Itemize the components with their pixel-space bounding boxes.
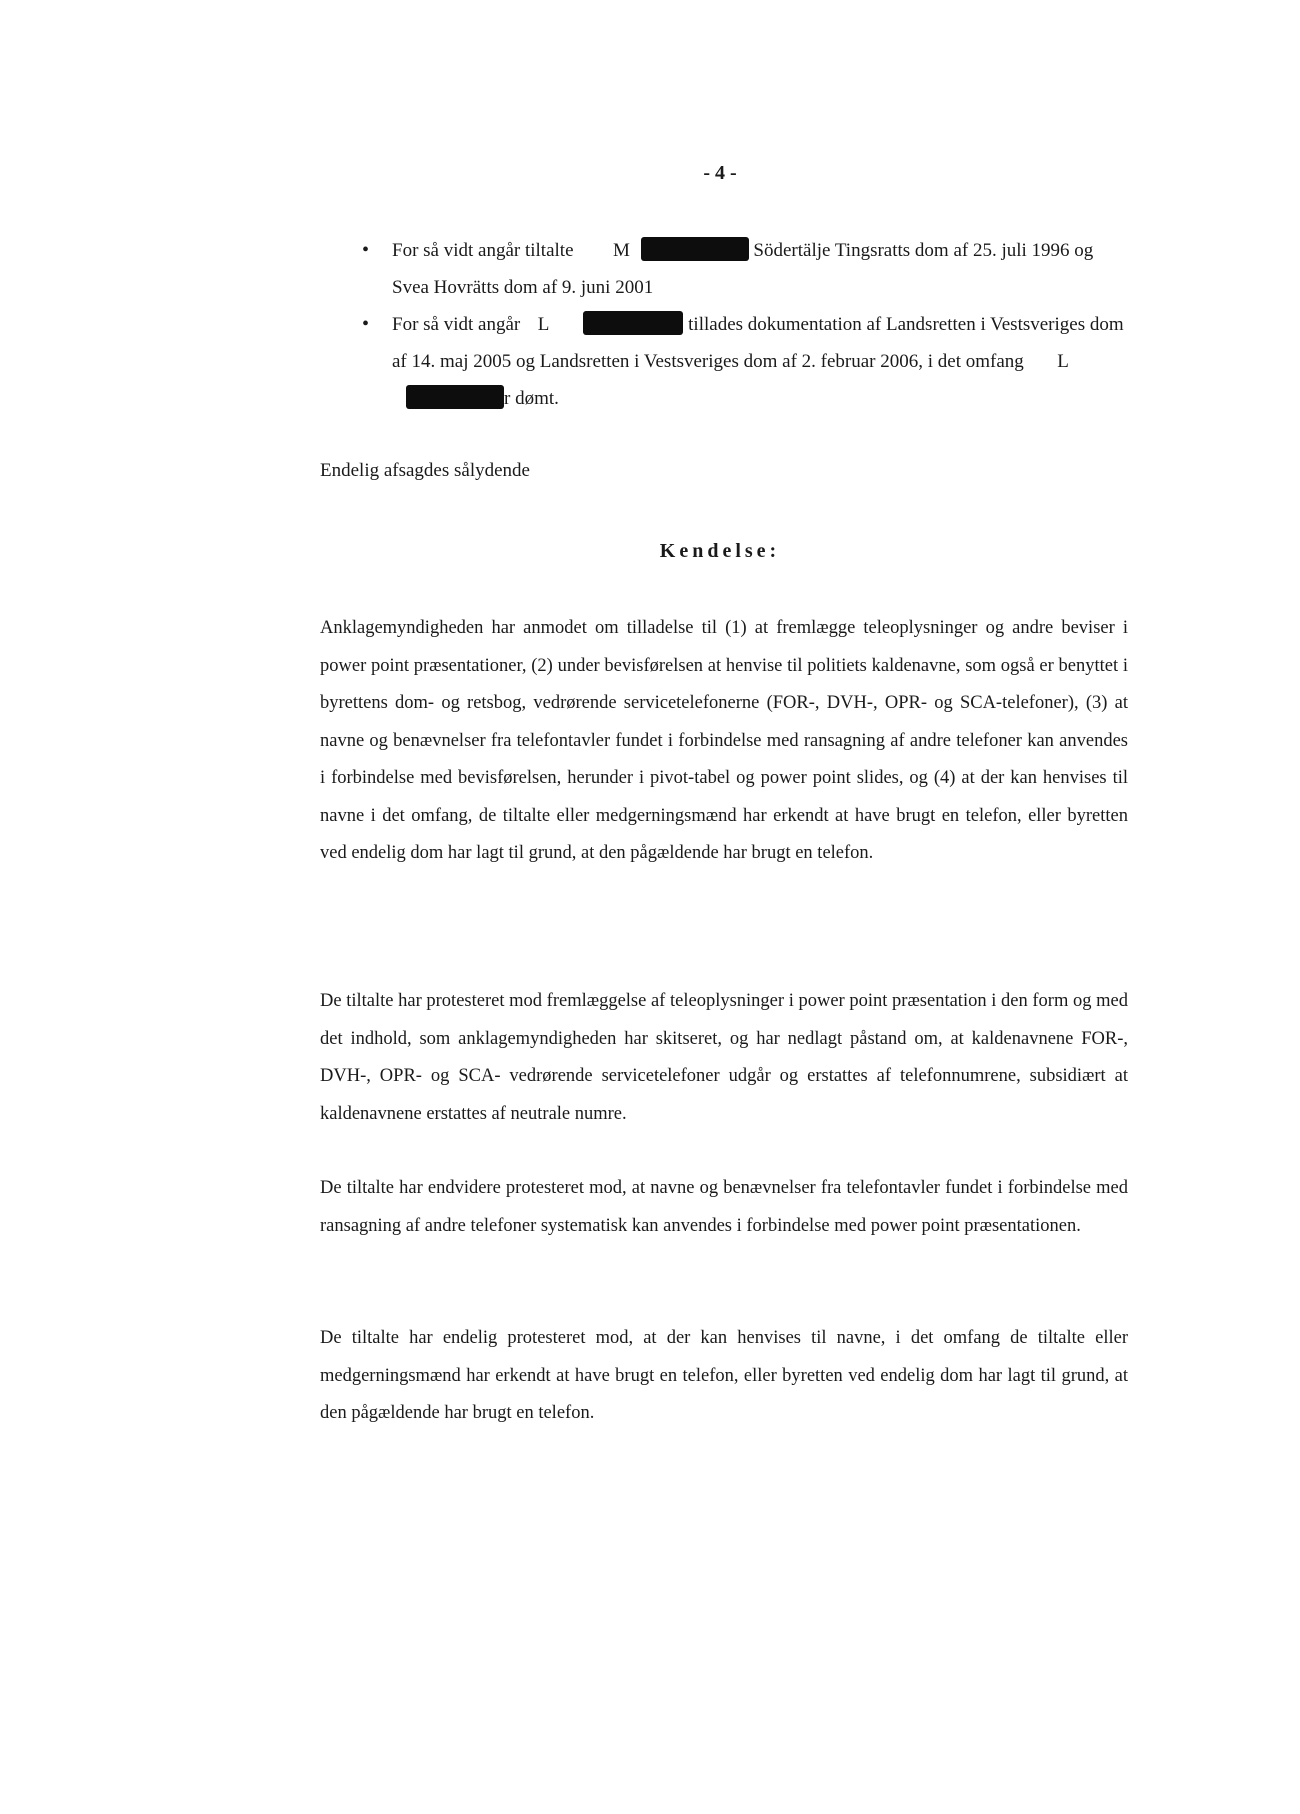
- bullet-text: r dømt.: [504, 388, 559, 409]
- page-number: - 4 -: [703, 162, 737, 184]
- bullet-item: [362, 306, 1132, 417]
- intro-line: Endelig afsagdes sålydende: [320, 460, 530, 481]
- bullet-list: [362, 232, 1132, 417]
- bullet-item: [362, 232, 1132, 306]
- redaction-bar: [641, 237, 749, 261]
- bullet-text: tillades dokumentation af Landsretten i Vestsveriges dom af 14. maj 2005 og Landsretten i Vestsveriges dom af 2. februar 2006, i det omfang: [392, 314, 1124, 372]
- bullet-text: Södertälje Tingsratts dom af 25. juli 1996 og Svea Hovrätts dom af 9. juni 2001: [392, 240, 1094, 298]
- paragraph: De tiltalte har endvidere protesteret mod, at navne og benævnelser fra telefontavler fundet i forbindelse med ransagning af andre telefoner systematisk kan anvendes i forbindelse med power point præsentationen.: [320, 1178, 1128, 1236]
- defendant-initial: L: [537, 314, 549, 335]
- paragraph: Anklagemyndigheden har anmodet om tilladelse til (1) at fremlægge teleoplysninger og andre beviser i power point præsentationer, (2) under bevisførelsen at henvise til politiets kaldenavne, som også er benyttet i byrettens dom- og retsbog, vedrørende servicetelefonerne (FOR-, DVH-, OPR- og SCA-telefoner), (3) at navne og benævnelser fra telefontavler fundet i forbindelse med ransagning af andre telefoner kan anvendes i forbindelse med bevisførelsen, herunder i pivot-tabel og power point slides, og (4) at der kan henvises til navne i det omfang, de tiltalte eller medgerningsmænd har erkendt at have brugt en telefon, eller byretten ved endelig dom har lagt til grund, at den pågældende har brugt en telefon.: [320, 618, 1128, 863]
- defendant-initial: L: [1057, 351, 1069, 372]
- redaction-bar: [406, 385, 504, 409]
- bullet-lead-text: For så vidt angår: [392, 314, 521, 335]
- defendant-initial: M: [613, 240, 630, 261]
- bullet-lead-text: For så vidt angår tiltalte: [392, 240, 574, 261]
- section-heading: Kendelse:: [659, 540, 781, 562]
- redaction-bar: [583, 311, 683, 335]
- paragraph: De tiltalte har endelig protesteret mod, at der kan henvises til navne, i det omfang de tiltalte eller medgerningsmænd har erkendt at have brugt en telefon, eller byretten ved endelig dom har lagt til grund, at den pågældende har brugt en telefon.: [320, 1328, 1128, 1423]
- paragraph: De tiltalte har protesteret mod fremlæggelse af teleoplysninger i power point præsentation i den form og med det indhold, som anklagemyndigheden har skitseret, og har nedlagt påstand om, at kaldenavnene FOR-, DVH-, OPR- og SCA- vedrørende servicetelefoner udgår og erstattes af telefonnumrene, subsidiært at kaldenavnene erstattes af neutrale numre.: [320, 991, 1128, 1124]
